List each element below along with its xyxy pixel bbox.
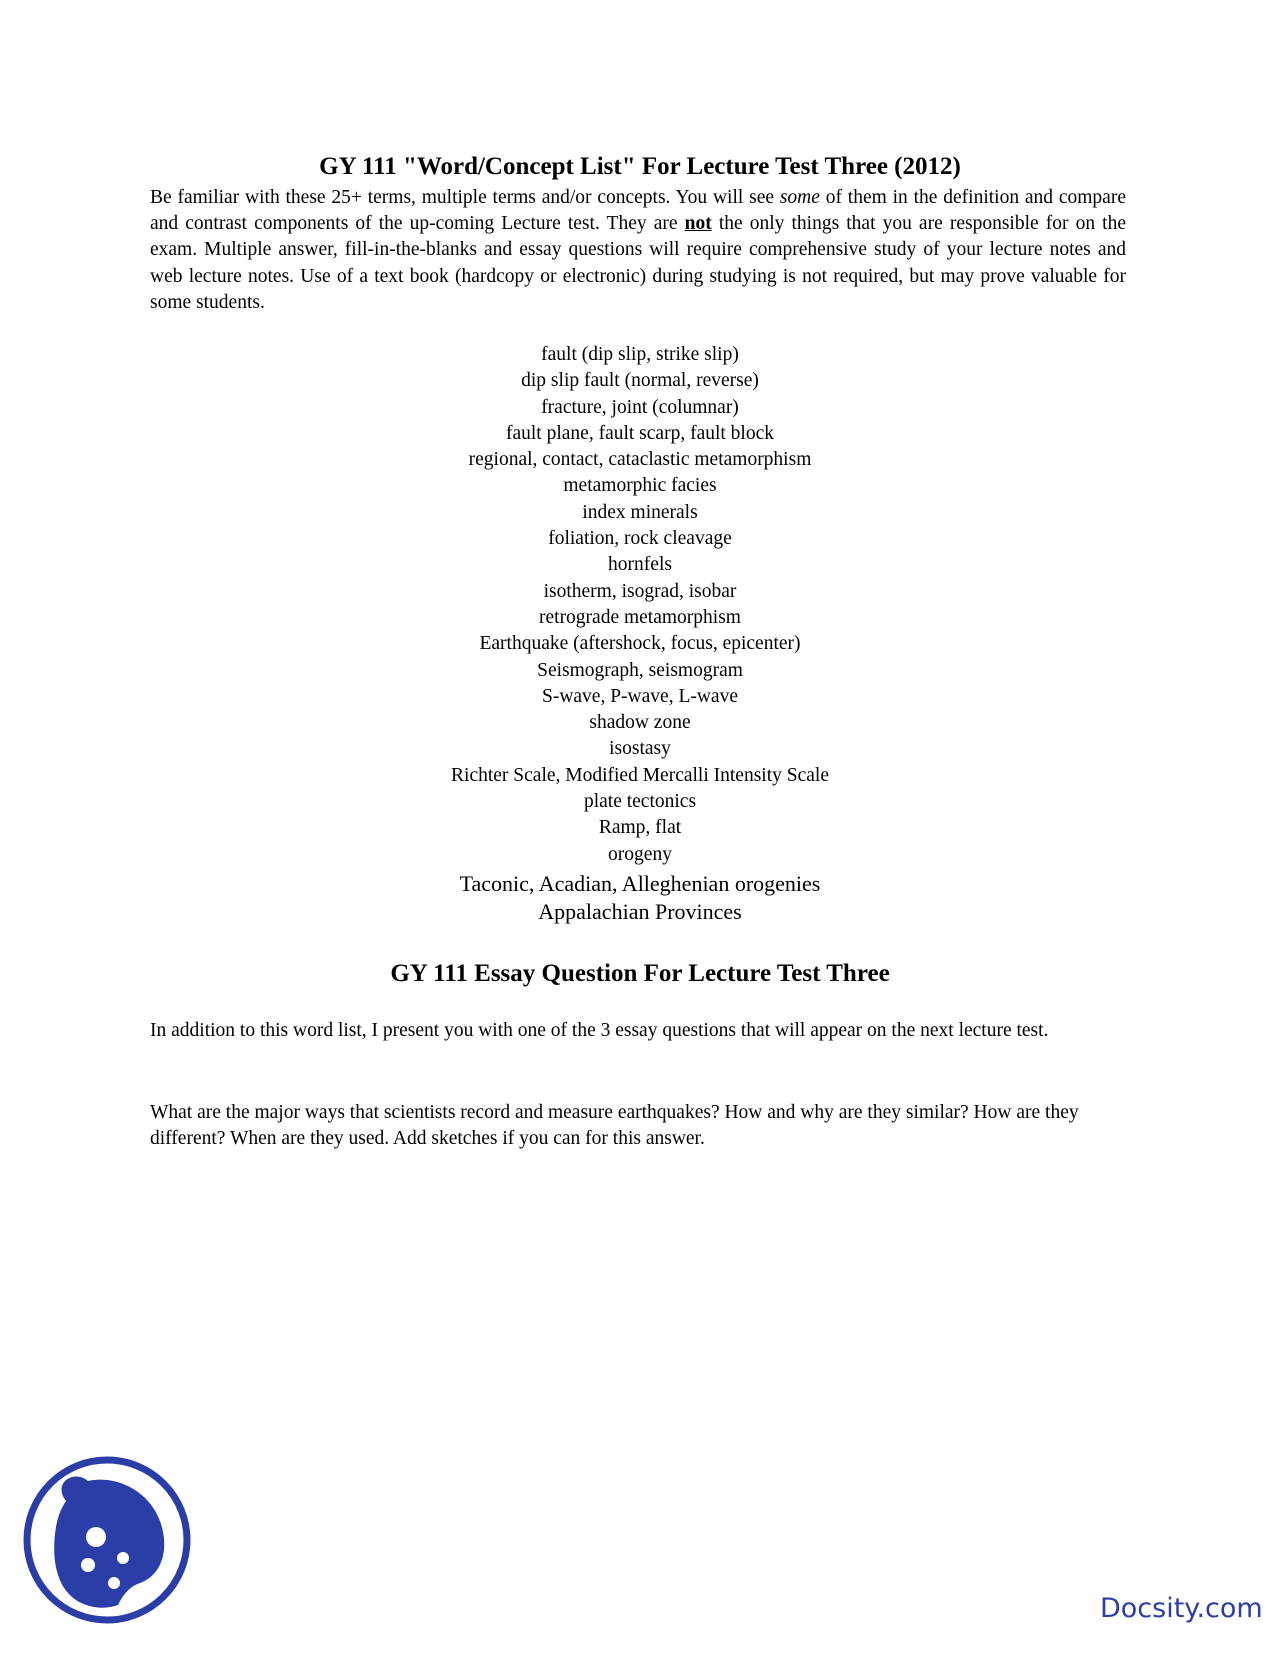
term-item: dip slip fault (normal, reverse) xyxy=(521,370,759,392)
intro-emphasis: some xyxy=(779,187,820,208)
term-item: shadow zone xyxy=(589,712,691,734)
term-item: fault plane, fault scarp, fault block xyxy=(505,422,775,444)
term-item: foliation, rock cleavage xyxy=(548,528,732,550)
docsity-brand-link[interactable]: Docsity.com xyxy=(1100,1593,1263,1624)
term-item: hornfels xyxy=(608,554,672,576)
intro-text-3: the only things that you are responsible for on the exam. Multiple answer, fill-in-the-blanks and essay questions will require comprehensive study of your lecture notes and web lecture notes. Use of a text book (hardcopy or electronic) during studying is not required, but may prove valuable for some students. xyxy=(150,213,1126,313)
term-item: Appalachian Provinces xyxy=(538,898,742,924)
term-item: index minerals xyxy=(582,501,698,523)
term-item: retrograde metamorphism xyxy=(539,606,741,628)
term-item: isostasy xyxy=(609,738,671,760)
term-item: Richter Scale, Modified Mercalli Intensity Scale xyxy=(451,764,829,786)
essay-heading: GY 111 Essay Question For Lecture Test Three xyxy=(390,960,890,987)
term-item: plate tectonics xyxy=(583,791,697,813)
intro-text-2: of them in the definition and compare and contrast components of the up-coming Lecture test. They are xyxy=(150,187,1126,235)
intro-text-1: Be familiar with these 25+ terms, multiple terms and/or concepts. You will see xyxy=(150,187,780,208)
term-item: fracture, joint (columnar) xyxy=(541,396,739,418)
logo-dot xyxy=(86,1527,106,1547)
term-item: fault (dip slip, strike slip) xyxy=(541,344,739,365)
logo-dot xyxy=(117,1552,129,1564)
term-list xyxy=(0,342,1280,926)
term-item: Seismograph, seismogram xyxy=(537,659,743,681)
logo-dot xyxy=(108,1577,120,1589)
intro-paragraph xyxy=(150,185,1126,316)
essay-intro-paragraph: In addition to this word list, I present you with one of the 3 essay questions that will appear on the next lecture test. xyxy=(150,1020,1049,1041)
essay-question-paragraph: What are the major ways that scientists record and measure earthquakes? How and why are they similar? How are they different? When are they used. Add sketches if you can for this answer. xyxy=(150,1102,1079,1150)
term-item: Ramp, flat xyxy=(598,817,682,839)
document-title: GY 111 "Word/Concept List" For Lecture Test Three (2012) xyxy=(319,153,961,180)
term-item: regional, contact, cataclastic metamorphism xyxy=(468,449,812,471)
docsity-logo-icon[interactable] xyxy=(22,1455,192,1625)
term-item: Earthquake (aftershock, focus, epicenter) xyxy=(479,633,801,655)
term-item: S-wave, P-wave, L-wave xyxy=(541,685,738,707)
term-item: orogeny xyxy=(608,843,672,865)
intro-underlined: not xyxy=(684,213,712,235)
term-item: isotherm, isograd, isobar xyxy=(543,580,737,602)
term-item: Taconic, Acadian, Alleghenian orogenies xyxy=(459,870,821,896)
logo-dot xyxy=(81,1558,95,1572)
term-item: metamorphic facies xyxy=(563,475,717,497)
